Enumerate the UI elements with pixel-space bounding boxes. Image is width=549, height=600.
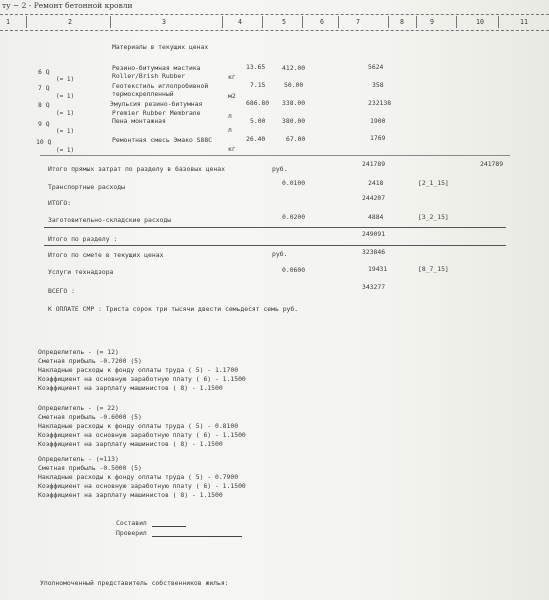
- storage-coef: 0.0200: [282, 213, 306, 221]
- page-title: ту ~ 2 - Ремонт бетонной кровли: [2, 1, 133, 10]
- item-name-2: Roller/Brish Rubber: [112, 72, 186, 80]
- transport-ref: [2_1_15]: [418, 179, 449, 187]
- column-number: 10: [476, 18, 484, 26]
- section-total-divider: [44, 227, 506, 228]
- item-price: 5.00: [250, 117, 266, 125]
- item-unit: л: [228, 112, 232, 120]
- direct-costs-unit: руб.: [272, 165, 288, 173]
- determinant-title: Определитель - (=113): [38, 455, 119, 463]
- item-sum: 1900: [370, 117, 386, 125]
- item-note: (= 1): [56, 147, 75, 154]
- item-note: (= 1): [56, 93, 75, 100]
- item-quantity: 67.00: [286, 135, 306, 143]
- item-number: 8 Q: [38, 101, 50, 109]
- estimate-divider: [44, 245, 506, 246]
- item-price: 686.80: [246, 99, 270, 107]
- col-sep: [498, 16, 499, 28]
- itogo-label: ИТОГО:: [48, 199, 72, 207]
- storage-label: Заготовительно-складские расходы: [48, 216, 172, 224]
- item-number: 6 Q: [38, 68, 50, 76]
- estimate-label: Итого по смете в текущих ценах: [48, 251, 164, 259]
- estimate-sum: 323846: [362, 248, 386, 256]
- item-number: 7 Q: [38, 84, 50, 92]
- grand-total-sum: 343277: [362, 283, 386, 291]
- checked-by-line: [152, 536, 242, 537]
- tech-supervision-label: Услуги технадзора: [48, 268, 114, 276]
- tech-supervision-coef: 0.0600: [282, 266, 306, 274]
- grand-total-label: ВСЕГО :: [48, 287, 75, 295]
- representative-label: Уполномоченный представитель собственников жилья:: [40, 579, 229, 587]
- header-divider: [0, 14, 549, 15]
- column-number: 5: [282, 18, 286, 26]
- column-number: 2: [68, 18, 72, 26]
- item-name-2: термоскрепленный: [112, 90, 174, 98]
- item-unit: кг: [228, 145, 236, 153]
- item-note: (= 1): [56, 110, 75, 117]
- composed-by-line: [152, 526, 186, 527]
- transport-coef: 0.0100: [282, 179, 306, 187]
- items-divider: [40, 155, 510, 156]
- tech-supervision-ref: [8_7_15]: [418, 265, 449, 273]
- item-name: Пена монтажная: [112, 117, 166, 125]
- determinant-line: Накладные расходы к фонду оплаты труда ( 5) - 0.8100: [38, 422, 239, 430]
- item-note: (= 1): [56, 76, 75, 83]
- determinant-line: Коэффициент на зарплату машинистов ( 8) - 1.1500: [38, 384, 223, 392]
- section-total-label: Итого по разделу :: [48, 235, 118, 243]
- determinant-line: Коэффициент на основную заработную плату ( 6) - 1.1500: [38, 431, 246, 439]
- determinant-line: Сметная прибыль -0.5000 (5): [38, 464, 142, 472]
- item-quantity: 50.00: [284, 81, 304, 89]
- item-number: 9 Q: [38, 120, 50, 128]
- item-sum: 358: [372, 81, 384, 89]
- storage-ref: [3_2_15]: [418, 213, 449, 221]
- col-sep: [302, 16, 303, 28]
- item-number: 10 Q: [36, 138, 52, 146]
- item-unit: кг: [228, 73, 236, 81]
- column-number: 11: [520, 18, 528, 26]
- col-sep: [338, 16, 339, 28]
- item-quantity: 412.00: [282, 64, 306, 72]
- direct-costs-sum: 241789: [362, 160, 386, 168]
- determinant-line: Накладные расходы к фонду оплаты труда ( 5) - 0.7900: [38, 473, 239, 481]
- col-sep: [456, 16, 457, 28]
- determinant-line: Коэффициент на основную заработную плату ( 6) - 1.1500: [38, 482, 246, 490]
- item-name: Резино-битумная мастика: [112, 64, 201, 72]
- item-name-2: Premier Rubber Membrane: [112, 109, 201, 117]
- item-price: 7.15: [250, 81, 266, 89]
- storage-sum: 4884: [368, 213, 384, 221]
- column-number: 1: [6, 18, 10, 26]
- determinant-line: Сметная прибыль -0.7200 (5): [38, 357, 142, 365]
- item-unit: м2: [228, 92, 236, 100]
- item-sum: 232138: [368, 99, 392, 107]
- item-quantity: 380.00: [282, 117, 306, 125]
- payment-text: К ОПЛАТЕ СМР : Триста сорок три тысячи двести семьдесят семь руб.: [48, 305, 299, 313]
- determinant-line: Сметная прибыль -0.6000 (5): [38, 413, 142, 421]
- item-sum: 5624: [368, 63, 384, 71]
- item-quantity: 338.00: [282, 99, 306, 107]
- item-price: 13.65: [246, 63, 266, 71]
- determinant-title: Определитель - (= 12): [38, 348, 119, 356]
- column-number: 4: [238, 18, 242, 26]
- item-price: 26.40: [246, 135, 266, 143]
- column-number: 9: [430, 18, 434, 26]
- item-name: Эмульсия резино-битумная: [110, 100, 203, 108]
- col-sep: [416, 16, 417, 28]
- column-number: 6: [320, 18, 324, 26]
- transport-sum: 2418: [368, 179, 384, 187]
- item-unit: л: [228, 126, 232, 134]
- direct-costs-sum-total: 241789: [480, 160, 504, 168]
- col-sep: [262, 16, 263, 28]
- column-number: 8: [400, 18, 404, 26]
- col-sep: [26, 16, 27, 28]
- itogo-sum: 244207: [362, 194, 386, 202]
- section-sum: 249091: [362, 230, 386, 238]
- item-note: (= 1): [56, 128, 75, 135]
- composed-by-label: Составил: [116, 519, 147, 527]
- determinant-line: Накладные расходы к фонду оплаты труда ( 5) - 1.1700: [38, 366, 239, 374]
- section-title: Материалы в текущих ценах: [112, 43, 209, 51]
- column-number: 3: [162, 18, 166, 26]
- tech-supervision-sum: 19431: [368, 265, 388, 273]
- determinant-line: Коэффициент на зарплату машинистов ( 8) - 1.1500: [38, 440, 223, 448]
- column-number: 7: [356, 18, 360, 26]
- col-sep: [110, 16, 111, 28]
- estimate-unit: руб.: [272, 250, 288, 258]
- item-sum: 1769: [370, 134, 386, 142]
- item-name: Ремонтная смесь Эмако S88C: [112, 136, 213, 144]
- transport-label: Транспортные расходы: [48, 183, 125, 191]
- col-sep: [388, 16, 389, 28]
- item-name: Геотекстиль иглопробивной: [112, 82, 209, 90]
- determinant-line: Коэффициент на зарплату машинистов ( 8) - 1.1500: [38, 491, 223, 499]
- column-header-divider: [0, 30, 549, 31]
- determinant-title: Определитель - (= 22): [38, 404, 119, 412]
- direct-costs-label: Итого прямых затрат по разделу в базовых ценах: [48, 165, 225, 173]
- checked-by-label: Проверил: [116, 529, 147, 537]
- determinant-line: Коэффициент на основную заработную плату ( 6) - 1.1500: [38, 375, 246, 383]
- col-sep: [222, 16, 223, 28]
